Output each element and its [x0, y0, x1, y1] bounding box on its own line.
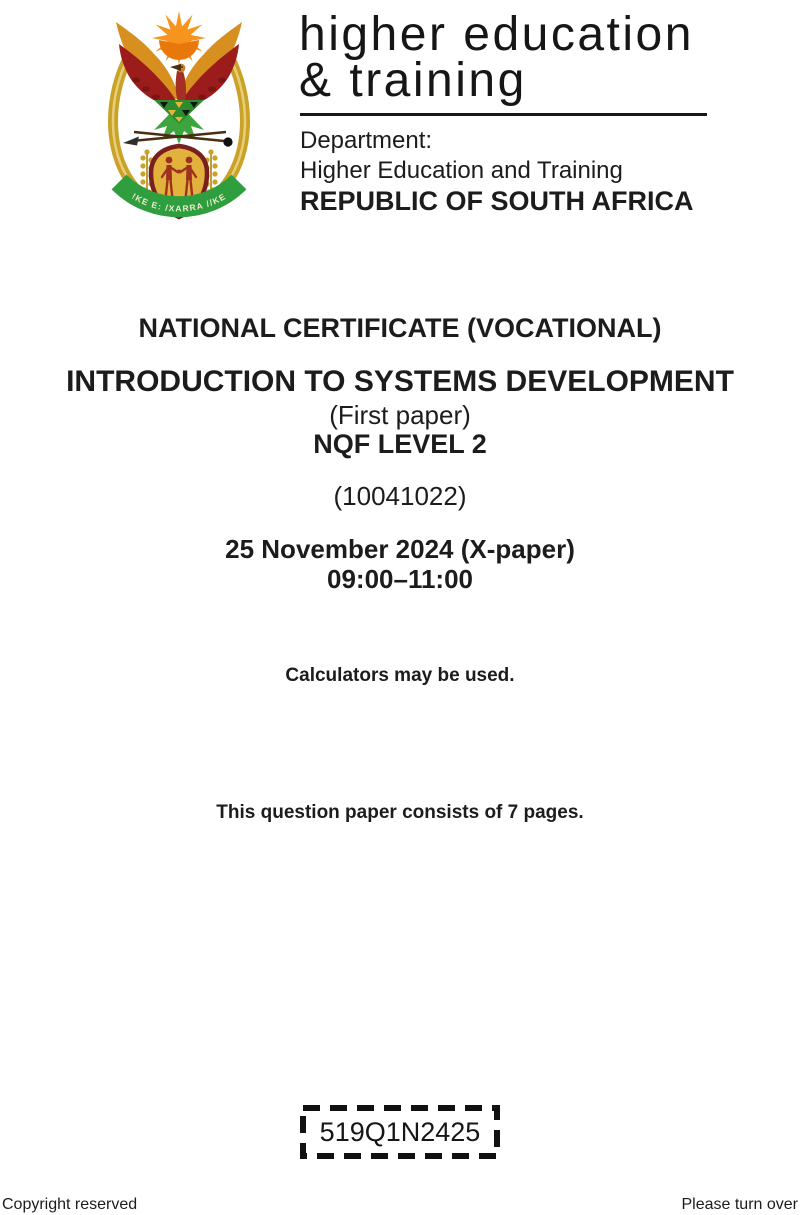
mosaic-triangle: [154, 100, 204, 124]
department-label: Department:: [300, 127, 433, 154]
subject-title: INTRODUCTION TO SYSTEMS DEVELOPMENT: [66, 365, 734, 398]
paper-code-box: [300, 1105, 500, 1159]
wordmark-line1: higher education: [299, 8, 694, 61]
emblem-motto: !KE E: /XARRA //KE: [130, 191, 228, 214]
header-rule: [300, 113, 707, 116]
department-name: Higher Education and Training: [300, 157, 623, 184]
subject-code: (10041022): [333, 481, 467, 511]
sun-icon: [152, 11, 206, 65]
department-block: [300, 126, 694, 217]
nqf-level: NQF LEVEL 2: [313, 429, 487, 459]
paper-code: 519Q1N2425: [319, 1117, 481, 1147]
footer-copyright: Copyright reserved: [2, 1196, 138, 1213]
exam-time: 09:00–11:00: [326, 564, 474, 594]
south-africa-coat-of-arms-icon: [93, 8, 265, 222]
paper-label: (First paper): [329, 400, 471, 430]
exam-date: 25 November 2024 (X-paper): [225, 534, 575, 564]
wordmark-line2: & training: [299, 54, 527, 107]
certificate-title: NATIONAL CERTIFICATE (VOCATIONAL): [138, 313, 662, 343]
pages-note: This question paper consists of 7 pages.: [216, 802, 584, 823]
dhet-wordmark: [299, 8, 694, 107]
footer-turn-over: Please turn over: [681, 1196, 798, 1213]
country-name: REPUBLIC OF SOUTH AFRICA: [300, 186, 694, 216]
calculator-note: Calculators may be used.: [285, 665, 515, 686]
